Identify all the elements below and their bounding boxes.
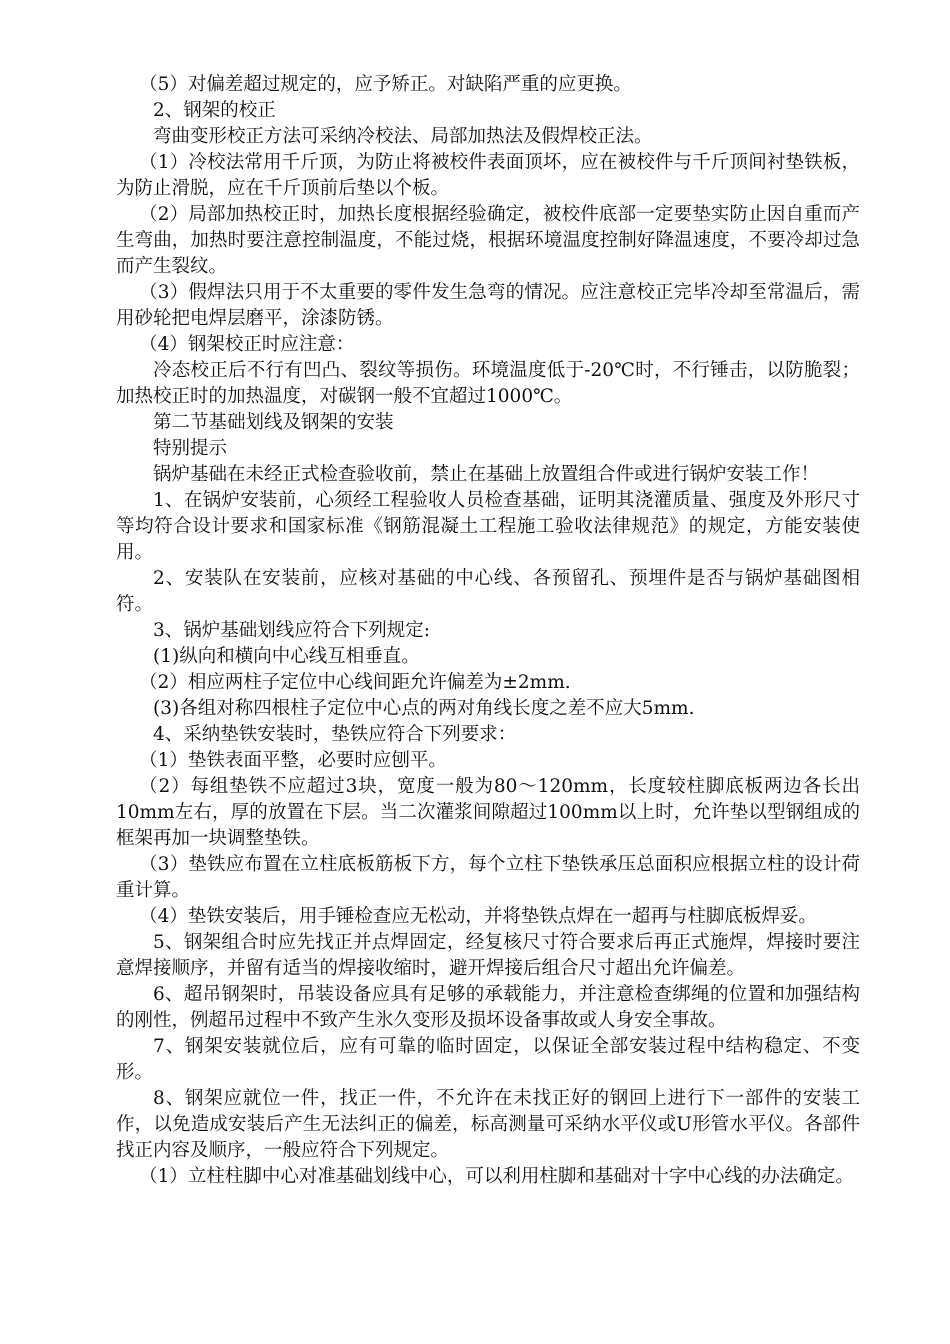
document-page <box>116 72 860 1190</box>
paragraph: （1）立柱柱脚中心对准基础划线中心，可以利用柱脚和基础对十字中心线的办法确定。 <box>139 1166 854 1187</box>
paragraph: （3）垫铁应布置在立柱底板筋板下方，每个立柱下垫铁承压总面积应根据立柱的设计荷重计算。 <box>116 854 860 901</box>
paragraph: 1、在锅炉安装前，心须经工程验收人员检查基础，证明其浇灌质量、强度及外形尺寸等均符合设计要求和国家标准《钢筋混凝土工程施工验收法律规范》的规定，方能安装使用。 <box>116 490 860 563</box>
notice-heading: 特别提示 <box>153 438 228 459</box>
paragraph: 锅炉基础在未经正式检查验收前，禁止在基础上放置组合件或进行锅炉安装工作！ <box>153 464 820 485</box>
paragraph: 弯曲变形校正方法可采纳冷校法、局部加热法及假焊校正法。 <box>153 126 653 147</box>
paragraph: （5）对偏差超过规定的，应予矫正。对缺陷严重的应更换。 <box>139 74 632 95</box>
paragraph: 6、超吊钢架时，吊装设备应具有足够的承载能力，并注意检查绑绳的位置和加强结构的刚性，例超吊过程中不致产生氷久变形及损坏设备事故或人身安全事故。 <box>116 984 860 1031</box>
paragraph: （1）垫铁表面平整，必要时应刨平。 <box>139 750 447 771</box>
paragraph: （2）每组垫铁不应超过3块，宽度一般为80～120mm，长度较柱脚底板两边各长出10mm左右，厚的放置在下层。当二次灌浆间隙超过100mm以上时，允许垫以型钢组成的框架再加一块调整垫铁。 <box>116 776 860 849</box>
paragraph: （4）垫铁安装后，用手锤检查应无松动，并将垫铁点焊在一超再与柱脚底板焊妥。 <box>139 906 817 927</box>
paragraph: 7、钢架安装就位后，应有可靠的临时固定，以保证全部安装过程中结构稳定、不变形。 <box>116 1036 860 1083</box>
paragraph: (1)纵向和横向中心线互相垂直。 <box>153 646 420 667</box>
paragraph: 8、钢架应就位一件，找正一件，不允许在未找正好的钢回上进行下一部件的安装工作，以免造成安装后产生无法纠正的偏差，标高测量可采纳水平仪或U形管水平仪。各部件找正内容及顺序，一般应符合下列规定。 <box>116 1088 860 1161</box>
paragraph: (3)各组对称四根柱子定位中心点的两对角线长度之差不应大5mm. <box>153 698 695 719</box>
paragraph: （1）冷校法常用千斤顶，为防止将被校件表面顶坏，应在被校件与千斤顶间衬垫铁板，为防止滑脱，应在千斤顶前后垫以个板。 <box>116 152 860 199</box>
paragraph: 2、安装队在安装前，应核对基础的中心线、各预留孔、预埋件是否与锅炉基础图相符。 <box>116 568 860 615</box>
paragraph: 冷态校正后不行有凹凸、裂纹等损伤。环境温度低于-20℃时，不行锤击，以防脆裂；加热校正时的加热温度，对碳钢一般不宜超过1000℃。 <box>116 360 860 407</box>
section-heading: 2、钢架的校正 <box>153 100 276 121</box>
paragraph: 5、钢架组合时应先找正并点焊固定，经复核尺寸符合要求后再正式施焊，焊接时要注意焊接顺序，并留有适当的焊接收缩时，避开焊接后组合尺寸超出允许偏差。 <box>116 932 860 979</box>
paragraph: （2）局部加热校正时，加热长度根据经验确定，被校件底部一定要垫实防止因自重而产生弯曲，加热时要注意控制温度，不能过烧，根据环境温度控制好降温速度，不要冷却过急而产生裂纹。 <box>116 204 860 277</box>
paragraph: （4）钢架校正时应注意： <box>139 334 355 355</box>
paragraph: （2）相应两柱子定位中心线间距允许偏差为±2mm. <box>139 672 571 693</box>
paragraph: 3、锅炉基础划线应符合下列规定: <box>153 620 431 641</box>
paragraph: 4、采纳垫铁安装时，垫铁应符合下列要求： <box>153 724 517 745</box>
section-heading: 第二节基础划线及钢架的安装 <box>153 412 394 433</box>
paragraph: （3）假焊法只用于不太重要的零件发生急弯的情况。应注意校正完毕冷却至常温后，需用砂轮把电焊层磨平，涂漆防锈。 <box>116 282 860 329</box>
